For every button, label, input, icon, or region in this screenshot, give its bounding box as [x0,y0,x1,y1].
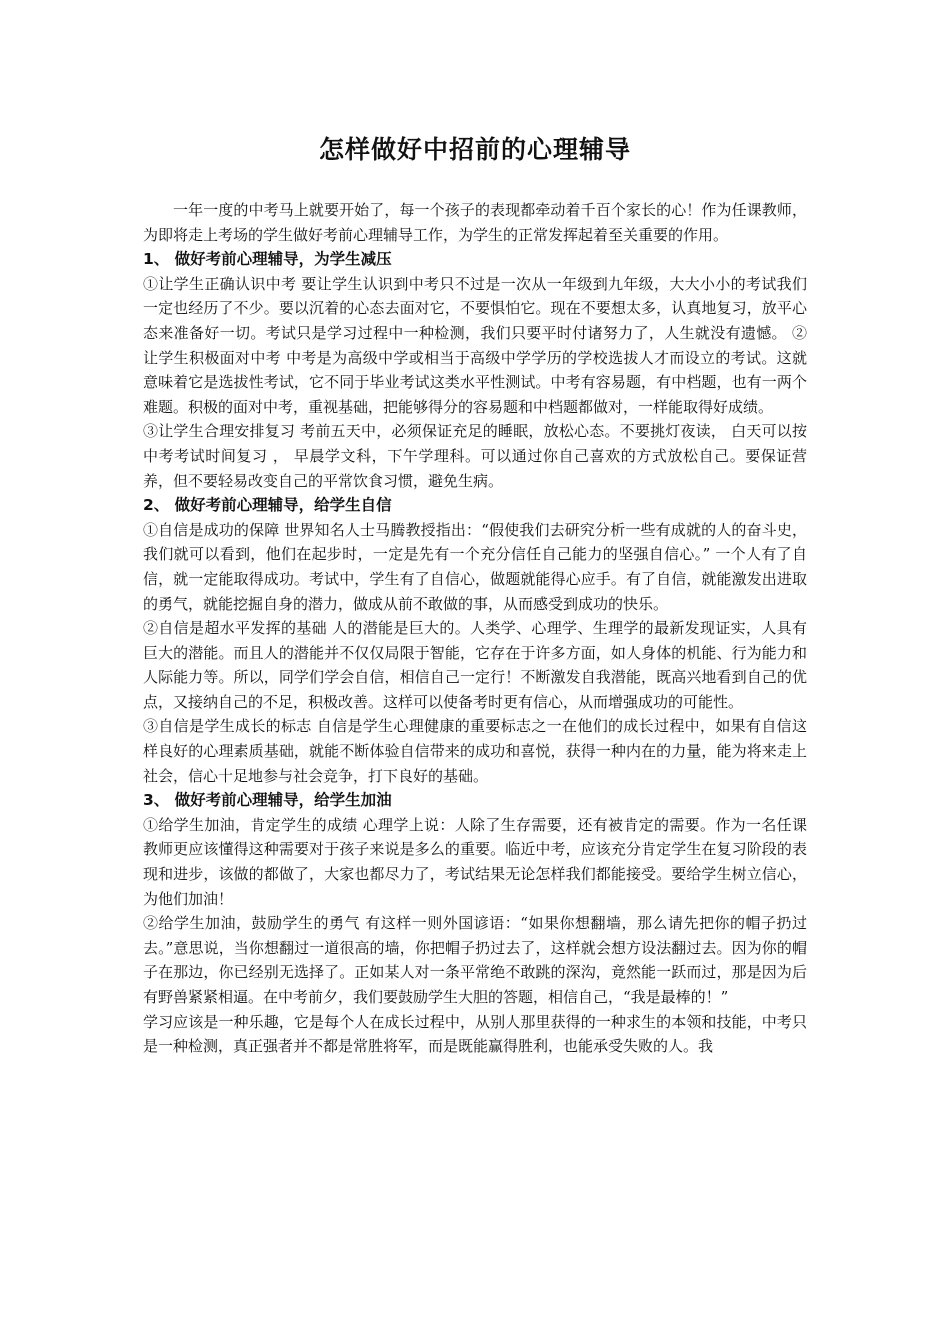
section-paragraph: ①自信是成功的保障 世界知名人士马腾教授指出：“假使我们去研究分析一些有成就的人的奋斗史，我们就可以看到，他们在起步时，一定是先有一个充分信任自己能力的坚强自信心。” 一个人有了自信，就一定能取得成功。考试中，学生有了自信心，做题就能得心应手。有了自信，就能激发出进取的勇气，就能挖掘自身的潜力，做成从前不敢做的事，从而感受到成功的快乐。 [143,520,807,613]
document-title: 怎样做好中招前的心理辅导 [318,135,631,164]
section-paragraph: 学习应该是一种乐趣，它是每个人在成长过程中，从别人那里获得的一种求生的本领和技能，中考只是一种检测，真正强者并不都是常胜将军，而是既能赢得胜利，也能承受失败的人。我 [143,1012,807,1056]
section-paragraph: ①给学生加油，肯定学生的成绩 心理学上说：人除了生存需要，还有被肯定的需要。作为一名任课教师更应该懂得这种需要对于孩子来说是多么的重要。临近中考，应该充分肯定学生在复习阶段的表现和进步，该做的都做了，大家也都尽力了，考试结果无论怎样我们都能接受。要给学生树立信心，为他们加油！ [143,815,807,908]
document-page [143,130,807,1059]
section-heading: 2、 做好考前心理辅导，给学生自信 [143,496,392,515]
section-paragraph: ②给学生加油，鼓励学生的勇气 有这样一则外国谚语：“如果你想翻墙，那么请先把你的帽子扔过去。”意思说，当你想翻过一道很高的墙，你把帽子扔过去了，这样就会想方设法翻过去。因为你的帽子在那边，你已经别无选择了。正如某人对一条平常绝不敢跳的深沟，竟然能一跃而过，那是因为后有野兽紧紧相逼。在中考前夕，我们要鼓励学生大胆的答题，相信自己，“我是最棒的！” [143,914,807,1006]
section-paragraph: ③让学生合理安排复习 考前五天中，必须保证充足的睡眠，放松心态。不要挑灯夜读， 白天可以按中考考试时间复习 ， 早晨学文科，下午学理科。可以通过你自己喜欢的方式放松自己。要保证营养，但不要轻易改变自己的平常饮食习惯，避免生病。 [143,422,807,490]
section-3 [143,788,807,1059]
intro-paragraph: 一年一度的中考马上就要开始了，每一个孩子的表现都牵动着千百个家长的心！作为任课教师，为即将走上考场的学生做好考前心理辅导工作，为学生的正常发挥起着至关重要的作用。 [143,201,807,244]
section-2 [143,493,807,788]
section-heading: 3、 做好考前心理辅导，给学生加油 [143,791,392,810]
section-heading: 1、 做好考前心理辅导，为学生减压 [143,250,392,269]
section-paragraph: ③自信是学生成长的标志 自信是学生心理健康的重要标志之一在他们的成长过程中，如果有自信这样良好的心理素质基础，就能不断体验自信带来的成功和喜悦，获得一种内在的力量，能为将来走上社会，信心十足地参与社会竞争，打下良好的基础。 [143,717,807,785]
section-1 [143,247,807,493]
section-paragraph: ①让学生正确认识中考 要让学生认识到中考只不过是一次从一年级到九年级，大大小小的考试我们一定也经历了不少。要以沉着的心态去面对它，不要惧怕它。现在不要想太多，认真地复习，放平心态来准备好一切。考试只是学习过程中一种检测，我们只要平时付诸努力了，人生就没有遗憾。 ②让学生积极面对中考 中考是为高级中学或相当于高级中学学历的学校选拔人才而设立的考试。这就意味着它是选拔性考试，它不同于毕业考试这类水平性测试。中考有容易题，有中档题，也有一两个难题。积极的面对中考，重视基础，把能够得分的容易题和中档题都做对，一样能取得好成绩。 [143,274,807,416]
section-paragraph: ②自信是超水平发挥的基础 人的潜能是巨大的。人类学、心理学、生理学的最新发现证实，人具有巨大的潜能。而且人的潜能并不仅仅局限于智能，它存在于许多方面，如人身体的机能、行为能力和人际能力等。所以，同学们学会自信，相信自己一定行！不断激发自我潜能，既高兴地看到自己的优点，又接纳自己的不足，积极改善。这样可以使备考时更有信心，从而增强成功的可能性。 [143,619,807,711]
